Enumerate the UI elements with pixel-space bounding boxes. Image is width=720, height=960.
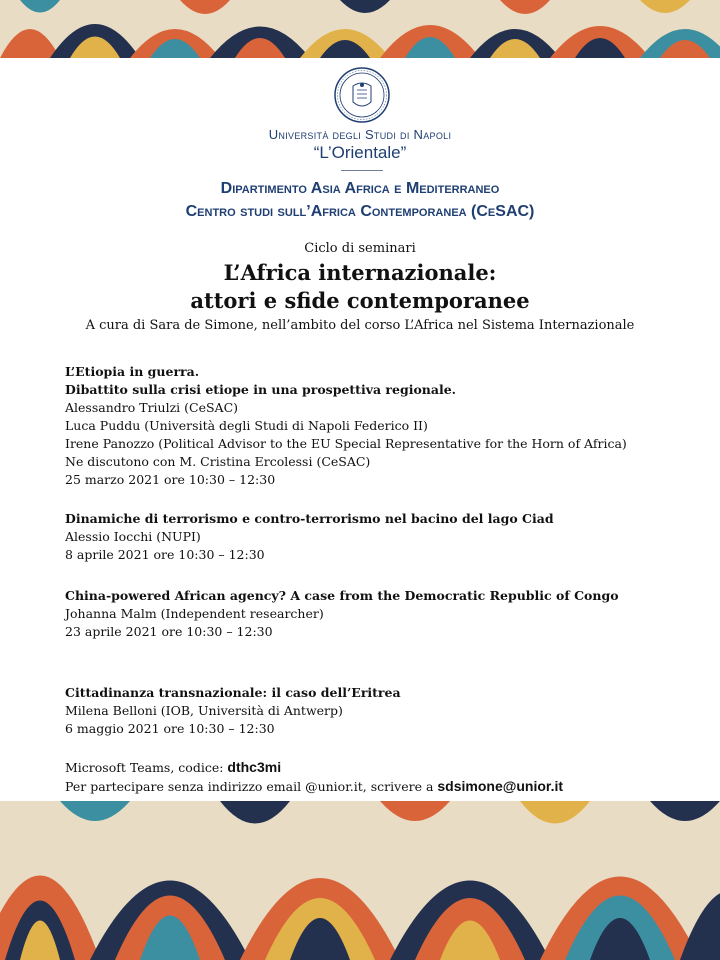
discussant: Ne discutono con M. Cristina Ercolessi (CeSAC) bbox=[65, 454, 371, 469]
seminar-session-4 bbox=[65, 684, 685, 738]
teams-code: dthc3mi bbox=[227, 759, 282, 775]
speaker: Johanna Malm (Independent researcher) bbox=[65, 606, 324, 621]
session-title: L’Etiopia in guerra. bbox=[65, 364, 200, 379]
session-date: 6 maggio 2021 ore 10:30 – 12:30 bbox=[65, 721, 275, 736]
participation-info bbox=[65, 758, 685, 796]
session-title: Dibattito sulla crisi etiope in una prospettiva regionale. bbox=[65, 382, 457, 397]
speaker: Alessandro Triulzi (CeSAC) bbox=[65, 400, 239, 415]
session-title: Cittadinanza transnazionale: il caso dell’Eritrea bbox=[65, 685, 401, 700]
curator-line: A cura di Sara de Simone, nell’ambito del corso L’Africa nel Sistema Internazionale bbox=[85, 318, 635, 333]
bottom-pattern-banner bbox=[0, 801, 720, 960]
seminar-session-3 bbox=[65, 587, 685, 641]
speaker: Luca Puddu (Università degli Studi di Napoli Federico II) bbox=[65, 418, 428, 433]
center-name: Centro studi sull’Africa Contemporanea (CeSAC) bbox=[185, 203, 535, 220]
series-title-line-1: L’Africa internazionale: bbox=[223, 260, 497, 285]
seminar-session-1 bbox=[65, 363, 685, 489]
university-name: Università degli Studi di Napoli bbox=[268, 127, 452, 142]
contact-email-link[interactable]: sdsimone@unior.it bbox=[437, 778, 564, 794]
session-title: Dinamiche di terrorismo e contro-terrorismo nel bacino del lago Ciad bbox=[65, 511, 554, 526]
university-subtitle: “L’Orientale” bbox=[313, 143, 407, 162]
series-title-line-2: attori e sfide contemporanee bbox=[190, 288, 530, 313]
speaker: Milena Belloni (IOB, Università di Antwerp) bbox=[65, 703, 343, 718]
teams-label: Microsoft Teams, codice: bbox=[65, 760, 228, 775]
session-date: 25 marzo 2021 ore 10:30 – 12:30 bbox=[65, 472, 276, 487]
session-date: 23 aprile 2021 ore 10:30 – 12:30 bbox=[65, 624, 273, 639]
speaker: Alessio Iocchi (NUPI) bbox=[65, 529, 201, 544]
session-date: 8 aprile 2021 ore 10:30 – 12:30 bbox=[65, 547, 265, 562]
top-pattern-banner bbox=[0, 0, 720, 58]
series-label: Ciclo di seminari bbox=[304, 241, 416, 256]
seminar-session-2 bbox=[65, 510, 685, 564]
teams-line bbox=[65, 758, 685, 777]
email-label: Per partecipare senza indirizzo email @unior.it, scrivere a bbox=[65, 779, 438, 794]
speaker: Irene Panozzo (Political Advisor to the EU Special Representative for the Horn of Africa) bbox=[65, 436, 627, 451]
department-name: Dipartimento Asia Africa e Mediterraneo bbox=[220, 180, 500, 197]
university-seal-logo bbox=[333, 66, 391, 124]
session-title: China-powered African agency? A case from the Democratic Republic of Congo bbox=[65, 588, 619, 603]
email-line bbox=[65, 777, 685, 796]
divider bbox=[341, 170, 383, 171]
